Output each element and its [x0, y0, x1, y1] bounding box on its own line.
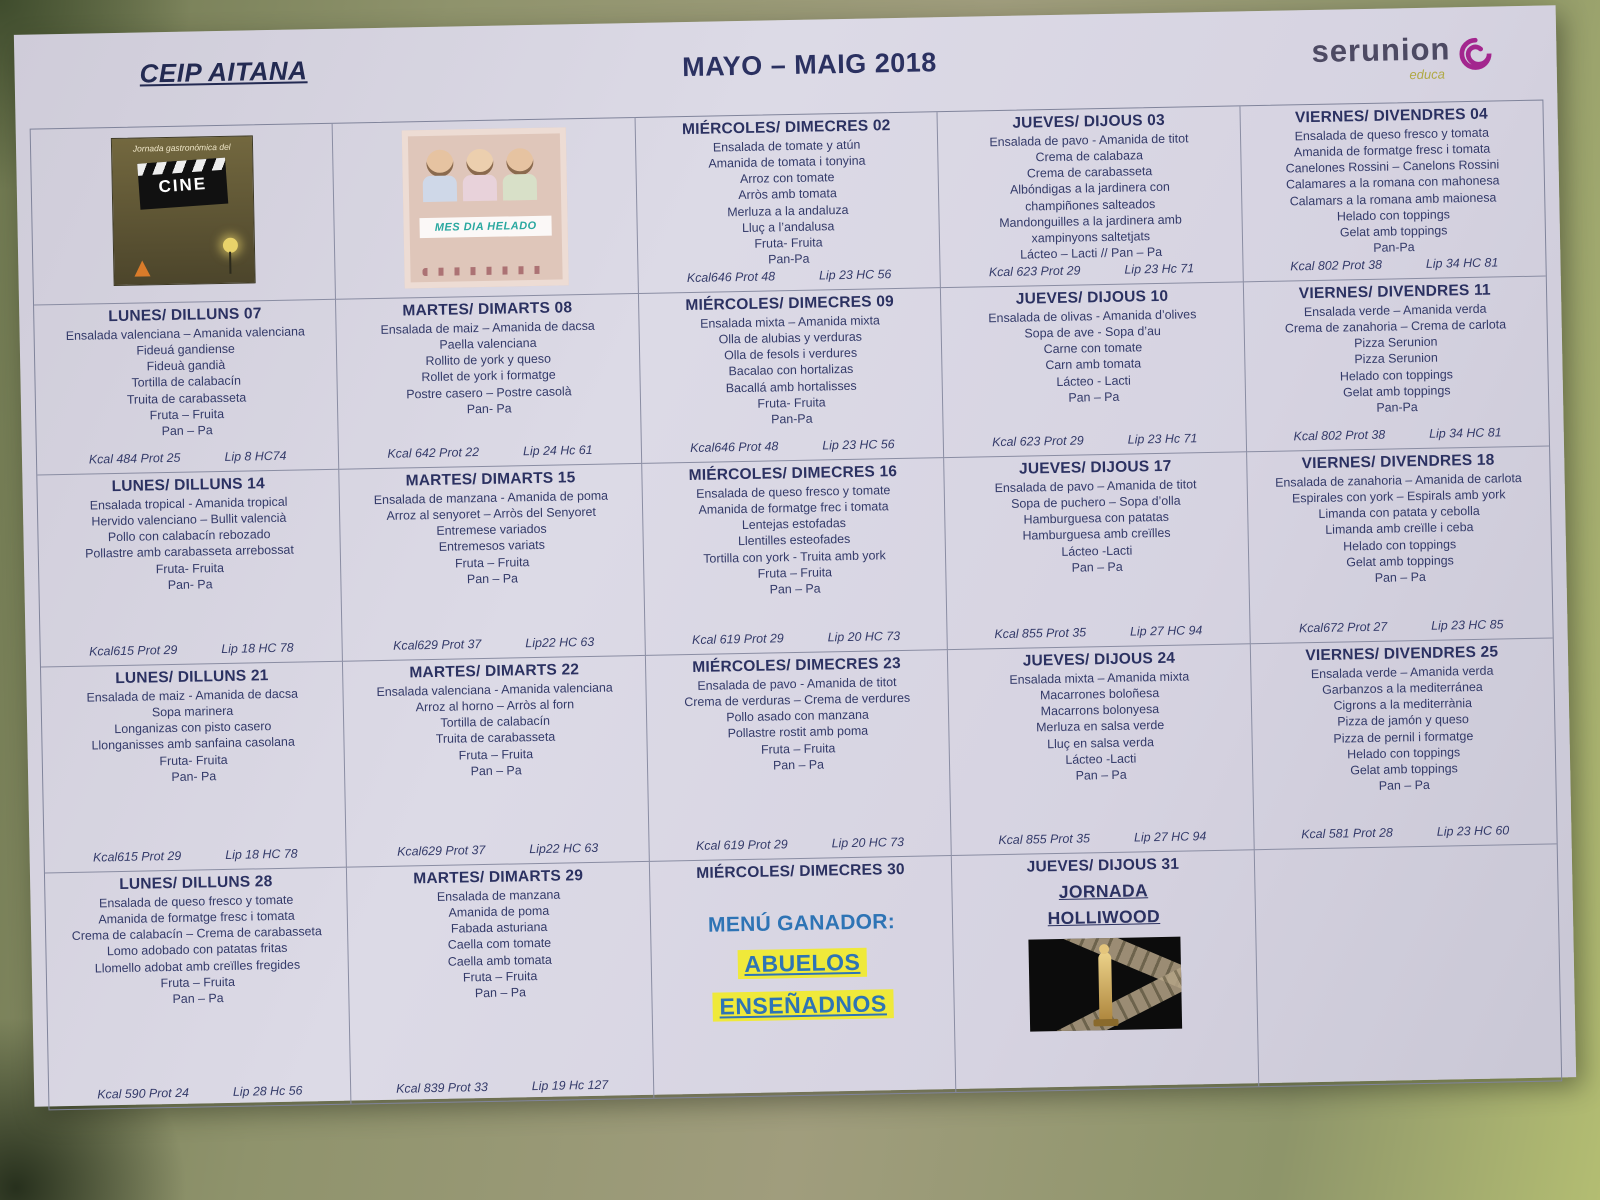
menu-line: Entremesos variats	[438, 538, 545, 555]
nutrition-line	[51, 846, 341, 868]
day-header: LUNES/ DILLUNS 28	[119, 873, 273, 894]
menu-line: Helado con toppings	[1339, 366, 1454, 384]
kcal-value: Kcal629 Prot 37	[393, 637, 482, 653]
menu-line: Helado con toppings	[1343, 536, 1457, 553]
menu-line: Espirales con york – Espirals amb york	[1291, 487, 1506, 506]
menu-cell	[37, 470, 343, 668]
menu-line: Arroz al senyoret – Arròs del Senyoret	[386, 504, 597, 523]
menu-line: Merluza a la andaluza	[727, 202, 849, 219]
menu-cell	[34, 300, 340, 476]
menu-line: Pizza Serunion	[1354, 351, 1438, 367]
menu-line: Mandonguilles a la jardinera amb	[999, 212, 1182, 230]
menu-line: Ensalada de manzana	[436, 887, 561, 904]
kcal-value: Kcal 623 Prot 29	[991, 433, 1084, 450]
menu-line: Lluç a l’andalusa	[741, 218, 835, 235]
kcal-value: Kcal 623 Prot 29	[988, 263, 1081, 280]
menu-line: Canelones Rossini – Canelons Rossini	[1285, 157, 1500, 176]
menu-line: Llentilles esteofades	[737, 532, 851, 549]
winner-line: ABUELOS	[737, 948, 867, 979]
menu-line: Merluza en salsa verde	[1036, 718, 1165, 735]
menu-line: Tortilla con york - Truita amb york	[703, 547, 886, 566]
lip-value: Lip 23 HC 85	[1431, 617, 1504, 633]
menu-line: Ensalada verde – Amanida verda	[1310, 663, 1494, 682]
menu-line: Fruta – Fruita	[462, 968, 538, 985]
winner-menu-cell	[650, 856, 957, 1098]
school-name: CEIP AITANA	[139, 55, 308, 89]
menu-line: Pan-Pa	[767, 251, 810, 267]
oscar-statue-image	[1028, 937, 1182, 1032]
child-body	[423, 175, 457, 202]
menu-line: Crema de calabacín – Crema de carabasseta	[71, 924, 322, 944]
lip-value: Lip 23 Hc 71	[1127, 431, 1198, 447]
menu-cell	[1243, 277, 1549, 453]
menu-line: Ensalada de tomate y atún	[712, 137, 861, 155]
menu-line: Limanda con patata y cebolla	[1318, 504, 1480, 522]
brand-subtitle: educa	[1409, 66, 1446, 83]
cine-poster-caption: Jornada gastronómica del	[132, 141, 231, 154]
menu-line: Lácteo -Lacti	[1065, 751, 1137, 767]
menu-cell	[41, 662, 347, 874]
menu-ganador-label: MENÚ GANADOR:	[707, 910, 896, 937]
menu-line: Amanida de poma	[448, 903, 550, 920]
menu-line: Pollastre rostit amb poma	[727, 724, 869, 741]
day-header: VIERNES/ DIVENDRES 18	[1301, 451, 1495, 473]
menu-line: Fruta- Fruita	[159, 752, 228, 768]
kcal-value: Kcal 802 Prot 38	[1290, 257, 1383, 274]
oscar-figure-icon	[1098, 952, 1112, 1022]
menu-line: Ensalada de pavo - Amanida de titot	[697, 675, 897, 693]
menu-line: Ensalada valenciana - Amanida valenciana	[376, 680, 613, 700]
menu-line: Bacalao con hortalizas	[728, 362, 854, 379]
menu-line: Amanida de formatge frec i tomata	[698, 499, 889, 517]
menu-line: Gelat amb toppings	[1350, 761, 1458, 778]
cine-poster-image	[111, 135, 256, 286]
menu-line: Lácteo -Lacti	[1061, 543, 1133, 559]
menu-line: Fideuà gandià	[146, 358, 226, 374]
nutrition-line	[950, 430, 1240, 452]
nutrition-line	[644, 266, 934, 288]
day-header: LUNES/ DILLUNS 07	[108, 305, 262, 326]
decorative-dots	[422, 266, 550, 276]
lip-value: Lip 18 HC 78	[221, 640, 294, 657]
menu-line: Crema de carabasseta	[1026, 164, 1153, 181]
lip-value: Lip 28 Hc 56	[232, 1083, 303, 1099]
day-header: MARTES/ DIMARTS 22	[409, 661, 580, 682]
menu-line: Calamares a la romana con mahonesa	[1285, 173, 1500, 192]
day-header: MIÉRCOLES/ DIMECRES 09	[685, 293, 895, 315]
serunion-logo	[1311, 32, 1497, 84]
kcal-value: Kcal615 Prot 29	[92, 848, 182, 865]
menu-line: Fruta – Fruita	[149, 406, 225, 422]
day-header: VIERNES/ DIVENDRES 25	[1305, 643, 1499, 665]
menu-line: Ensalada mixta – Amanida mixta	[1009, 669, 1190, 687]
lip-value: Lip 23 Hc 71	[1124, 261, 1195, 277]
day-header: VIERNES/ DIVENDRES 11	[1298, 281, 1491, 303]
menu-line: Hervido valenciano – Bullit valencià	[91, 510, 287, 529]
menu-line: Pan – Pa	[466, 570, 519, 586]
day-header: LUNES/ DILLUNS 14	[111, 475, 266, 496]
menu-line: Pollastre amb carabasseta arrebossat	[85, 542, 294, 562]
menu-line: Fruta- Fruita	[757, 395, 826, 411]
menu-line: Pan – Pa	[1071, 559, 1123, 575]
menu-cell	[340, 464, 646, 662]
menu-line: Hamburguesa con patatas	[1023, 510, 1170, 527]
kcal-value: Kcal 802 Prot 38	[1293, 427, 1386, 444]
menu-line: Tortilla de calabacín	[131, 373, 242, 391]
menu-line: Lluç en salsa verda	[1047, 734, 1155, 751]
menu-line: Lomo adobado con patatas fritas	[106, 941, 288, 959]
menu-line: Arroz al horno – Arròs al forn	[415, 697, 575, 715]
menu-line: Sopa marinera	[151, 703, 234, 720]
event-cell	[952, 850, 1259, 1092]
traffic-cone-icon	[134, 260, 150, 276]
menu-cell	[938, 106, 1244, 288]
event-line: HOLLIWOOD	[1047, 906, 1161, 929]
empty-cell	[1254, 844, 1561, 1086]
menu-line: Crema de verduras – Crema de verdures	[684, 690, 911, 710]
menu-cell	[642, 458, 948, 656]
menu-line: Gelat amb toppings	[1346, 552, 1454, 570]
menu-line: Ensalada verde – Amanida verda	[1303, 301, 1487, 320]
menu-line: Fruta- Fruita	[754, 235, 823, 251]
nutrition-line	[1260, 823, 1551, 845]
menu-line: Ensalada mixta – Amanida mixta	[699, 313, 881, 331]
child-face	[506, 148, 534, 176]
menu-line: Pan – Pa	[172, 990, 224, 1006]
menu-line: Lácteo - Lacti	[1056, 373, 1131, 389]
kcal-value: Kcal 619 Prot 29	[691, 631, 784, 647]
menu-line: Amanida de formatge fresc i tomata	[1293, 141, 1491, 160]
menu-line: Fruta- Fruita	[155, 560, 225, 576]
kcal-value: Kcal646 Prot 48	[690, 439, 779, 455]
menu-line: Carn amb tomata	[1045, 356, 1142, 373]
menu-line: Arroz con tomate	[739, 170, 835, 187]
lip-value: Lip 18 HC 78	[225, 846, 298, 862]
kcal-value: Kcal 839 Prot 33	[396, 1079, 488, 1096]
menu-line: Ensalada de zanahoria – Amanida de carlota	[1275, 471, 1522, 490]
menu-line: Entremese variados	[436, 522, 547, 539]
menu-line: Llomello adobat amb creïlles fregides	[94, 957, 301, 976]
menu-line: xampinyons saltetjats	[1031, 228, 1151, 246]
menu-line: Truita de carabasseta	[126, 390, 247, 407]
menu-line: Fruta – Fruita	[454, 554, 530, 571]
nutrition-line	[651, 628, 941, 650]
nutrition-line	[1256, 617, 1547, 639]
menu-cell	[347, 862, 654, 1104]
menu-line: Rollito de york y queso	[425, 351, 552, 369]
nutrition-line	[47, 640, 337, 662]
day-header: JUEVES/ DIJOUS 17	[1018, 457, 1172, 478]
lip-value: Lip 34 HC 81	[1425, 255, 1499, 271]
menu-line: Pan – Pa	[1378, 777, 1430, 793]
helado-photo-cell	[333, 118, 639, 300]
child-body	[463, 175, 497, 202]
day-header: MIÉRCOLES/ DIMECRES 23	[692, 654, 901, 676]
menu-line: Olla de fesols i verdures	[724, 346, 858, 363]
menu-line: Sopa de puchero – Sopa d’olla	[1011, 493, 1181, 511]
clapperboard-icon	[137, 158, 228, 210]
lip-value: Lip 27 HC 94	[1129, 623, 1203, 639]
menu-line: Fruta – Fruita	[757, 564, 833, 581]
menu-line: Fruta – Fruita	[760, 740, 836, 757]
menu-line: Ensalada de queso fresco y tomata	[1294, 125, 1490, 144]
menu-line: Amanida de tomata i tonyina	[708, 153, 866, 171]
day-header: JUEVES/ DIJOUS 10	[1015, 287, 1169, 308]
menu-line: Cigrons a la mediterrània	[1333, 696, 1473, 713]
menu-line: Pan- Pa	[466, 401, 512, 416]
lip-value: Lip 20 HC 73	[831, 834, 905, 851]
winner-line: ENSEÑADNOS	[712, 989, 894, 1021]
menu-line: Ensalada de pavo – Amanida de titot	[994, 477, 1197, 496]
kcal-value: Kcal 619 Prot 29	[695, 837, 788, 853]
menu-line: Fruta – Fruita	[458, 746, 534, 762]
lip-value: Lip 27 HC 94	[1133, 829, 1207, 845]
nutrition-line	[43, 448, 333, 470]
month-title: MAYO – MAIG 2018	[681, 47, 938, 83]
menu-line: champiñones salteados	[1024, 196, 1156, 214]
menu-line: Calamars a la romana amb maionesa	[1289, 189, 1497, 208]
menu-cell	[343, 656, 649, 868]
day-header: JUEVES/ DIJOUS 03	[1012, 111, 1165, 132]
menu-line: Crema de calabaza	[1035, 148, 1144, 165]
menu-cell	[1250, 638, 1556, 850]
nutrition-line	[357, 1077, 647, 1099]
menu-line: Pan – Pa	[1068, 389, 1120, 405]
menu-line: Paella valenciana	[439, 336, 537, 352]
menu-line: Ensalada de queso fresco y tomate	[696, 483, 891, 501]
menu-line: Ensalada tropical - Amanida tropical	[89, 494, 288, 513]
menu-line: Fruta – Fruita	[160, 974, 236, 990]
kcal-value: Kcal646 Prot 48	[686, 269, 776, 286]
menu-line: Garbanzos a la mediterránea	[1322, 679, 1483, 698]
menu-line: Llonganisses amb sanfaina casolana	[91, 735, 295, 753]
menu-line: Ensalada de queso fresco y tomate	[98, 892, 294, 911]
kcal-value: Kcal 855 Prot 35	[994, 625, 1087, 642]
menu-line: Pan-Pa	[1373, 239, 1415, 255]
menu-line: Ensalada valenciana – Amanida valenciana	[65, 324, 305, 343]
menu-line: Tortilla de calabacín	[440, 713, 551, 731]
menu-cell	[948, 644, 1254, 856]
nutrition-line	[349, 634, 639, 656]
menu-line: Helado con toppings	[1336, 206, 1450, 224]
menu-cell	[1247, 447, 1553, 645]
menu-cell	[639, 288, 945, 464]
menu-line: Fabada asturiana	[450, 920, 548, 936]
nutrition-line	[958, 828, 1248, 850]
menu-line: Pan-Pa	[771, 411, 813, 427]
event-line: JORNADA	[1058, 880, 1149, 902]
menu-line: Olla de alubias y verduras	[718, 329, 863, 347]
menu-line: Pan – Pa	[474, 984, 527, 1000]
kcal-value: Kcal 484 Prot 25	[88, 450, 181, 467]
menu-line: Bacallá amb hortalisses	[725, 378, 857, 395]
kcal-value: Kcal 642 Prot 22	[387, 445, 480, 461]
day-header: MARTES/ DIMARTS 15	[405, 469, 576, 490]
kcal-value: Kcal 855 Prot 35	[998, 831, 1091, 848]
day-header: VIERNES/ DIVENDRES 04	[1294, 105, 1489, 127]
menu-line: Ensalada de manzana - Amanida de poma	[373, 488, 609, 508]
menu-cell	[45, 868, 352, 1110]
menu-line: Pan – Pa	[1075, 767, 1127, 783]
menu-line: Pizza de jamón y queso	[1337, 712, 1469, 729]
nutrition-line	[655, 834, 945, 856]
lip-value: Lip 23 HC 60	[1436, 823, 1510, 839]
kcal-value: Kcal 581 Prot 28	[1301, 825, 1393, 842]
nutrition-line	[648, 436, 938, 458]
menu-calendar-table	[30, 100, 1563, 1111]
menu-line: Lácteo – Lacti // Pan – Pa	[1020, 244, 1163, 262]
day-header: LUNES/ DILLUNS 21	[115, 667, 269, 688]
menu-line: Ensalada de maiz – Amanida de dacsa	[380, 318, 595, 337]
menu-cell	[944, 452, 1250, 650]
child-face	[466, 149, 494, 177]
kcal-value: Kcal615 Prot 29	[89, 642, 178, 659]
clapper-text: CINE	[157, 173, 208, 197]
day-header: MIÉRCOLES/ DIMECRES 30	[696, 860, 905, 882]
menu-line: Fideuá gandiense	[136, 341, 236, 358]
menu-line: Crema de zanahoria – Crema de carlota	[1284, 317, 1507, 336]
menu-line: Truita de carabasseta	[435, 730, 556, 747]
menu-line: Pan – Pa	[470, 762, 522, 778]
menu-line: Amanida de formatge fresc i tomata	[98, 908, 295, 927]
helado-day-photo	[402, 127, 569, 288]
menu-line: Pan-Pa	[1376, 399, 1418, 415]
lip-value: Lip 23 HC 56	[818, 267, 892, 283]
day-header: JUEVES/ DIJOUS 31	[1026, 855, 1180, 876]
menu-line: Pan- Pa	[167, 576, 213, 592]
menu-line: Ensalada de pavo - Amanida de titot	[989, 131, 1189, 150]
nutrition-line	[55, 1083, 345, 1105]
lip-value: Lip 24 Hc 61	[522, 442, 593, 459]
menu-line: Pan – Pa	[1374, 569, 1426, 585]
brand-name: serunion	[1311, 31, 1451, 69]
menu-line: Postre casero – Postre casolà	[406, 383, 572, 401]
menu-line: Sopa de ave - Sopa d’au	[1024, 324, 1161, 341]
menu-line: Pollo con calabacín rebozado	[107, 527, 271, 545]
brand-swirl-icon	[1454, 32, 1497, 75]
menu-cell	[941, 282, 1247, 458]
helado-photo-caption: MES DIA HELADO	[420, 216, 552, 239]
day-header: MIÉRCOLES/ DIMECRES 02	[681, 117, 891, 139]
menu-line: Gelat amb toppings	[1339, 223, 1448, 240]
nutrition-line	[954, 622, 1244, 644]
menu-line: Ensalada de olivas - Amanida d’olives	[988, 307, 1197, 326]
menu-cell	[336, 294, 642, 470]
lip-value: Lip22 HC 63	[529, 840, 599, 857]
menu-cell	[635, 112, 941, 294]
menu-line: Macarrons bolonyesa	[1040, 702, 1160, 719]
day-header: MARTES/ DIMARTS 08	[402, 299, 573, 320]
kcal-value: Kcal 590 Prot 24	[97, 1085, 190, 1102]
lip-value: Lip 23 HC 56	[822, 437, 895, 453]
menu-line: Arròs amb tomata	[738, 186, 837, 203]
menu-line: Gelat amb toppings	[1342, 383, 1451, 400]
cine-poster-cell	[31, 124, 337, 306]
menu-line: Carne con tomate	[1043, 340, 1143, 357]
menu-line: Rollet de york i formatge	[421, 367, 556, 385]
menu-line: Lentejas estofadas	[741, 516, 847, 533]
menu-cell	[646, 650, 952, 862]
menu-line: Pollo asado con manzana	[726, 707, 869, 725]
nutrition-line	[1252, 425, 1543, 447]
lip-value: Lip 8 HC74	[224, 448, 287, 464]
menu-line: Pan- Pa	[171, 768, 217, 784]
menu-line: Caella amb tomata	[447, 952, 552, 969]
menu-line: Pizza de pernil i formatge	[1333, 728, 1474, 746]
lip-value: Lip 34 HC 81	[1429, 425, 1502, 441]
nutrition-line	[1249, 255, 1540, 277]
menu-line: Pan – Pa	[769, 581, 821, 597]
menu-line: Albóndigas a la jardinera con	[1009, 180, 1170, 198]
menu-line: Longanizas con pisto casero	[114, 719, 272, 737]
lip-value: Lip22 HC 63	[525, 634, 595, 651]
day-header: JUEVES/ DIJOUS 24	[1022, 649, 1176, 670]
day-header: MARTES/ DIMARTS 29	[413, 867, 584, 888]
nutrition-line	[947, 260, 1237, 282]
menu-line: Pan – Pa	[161, 422, 213, 438]
lip-value: Lip 19 Hc 127	[531, 1077, 609, 1094]
lip-value: Lip 20 HC 73	[827, 628, 901, 645]
menu-line: Helado con toppings	[1347, 744, 1461, 762]
menu-line: Limanda amb creïlle i ceba	[1325, 520, 1474, 538]
nutrition-line	[345, 442, 635, 464]
spotlight-icon	[222, 238, 237, 253]
child-body	[503, 174, 537, 201]
kcal-value: Kcal672 Prot 27	[1298, 619, 1388, 636]
menu-line: Pizza Serunion	[1353, 334, 1438, 351]
menu-line: Macarrones boloñesa	[1039, 686, 1160, 703]
menu-line: Caella com tomate	[447, 936, 552, 953]
child-face	[426, 149, 454, 177]
menu-cell	[1240, 101, 1546, 283]
menu-sheet	[14, 5, 1576, 1106]
menu-line: Ensalada de maiz - Amanida de dacsa	[86, 686, 299, 705]
menu-line: Pan – Pa	[772, 757, 825, 773]
kcal-value: Kcal629 Prot 37	[397, 843, 486, 859]
day-header: MIÉRCOLES/ DIMECRES 16	[688, 463, 898, 485]
nutrition-line	[353, 840, 643, 862]
menu-line: Hamburguesa amb creïlles	[1022, 526, 1171, 544]
